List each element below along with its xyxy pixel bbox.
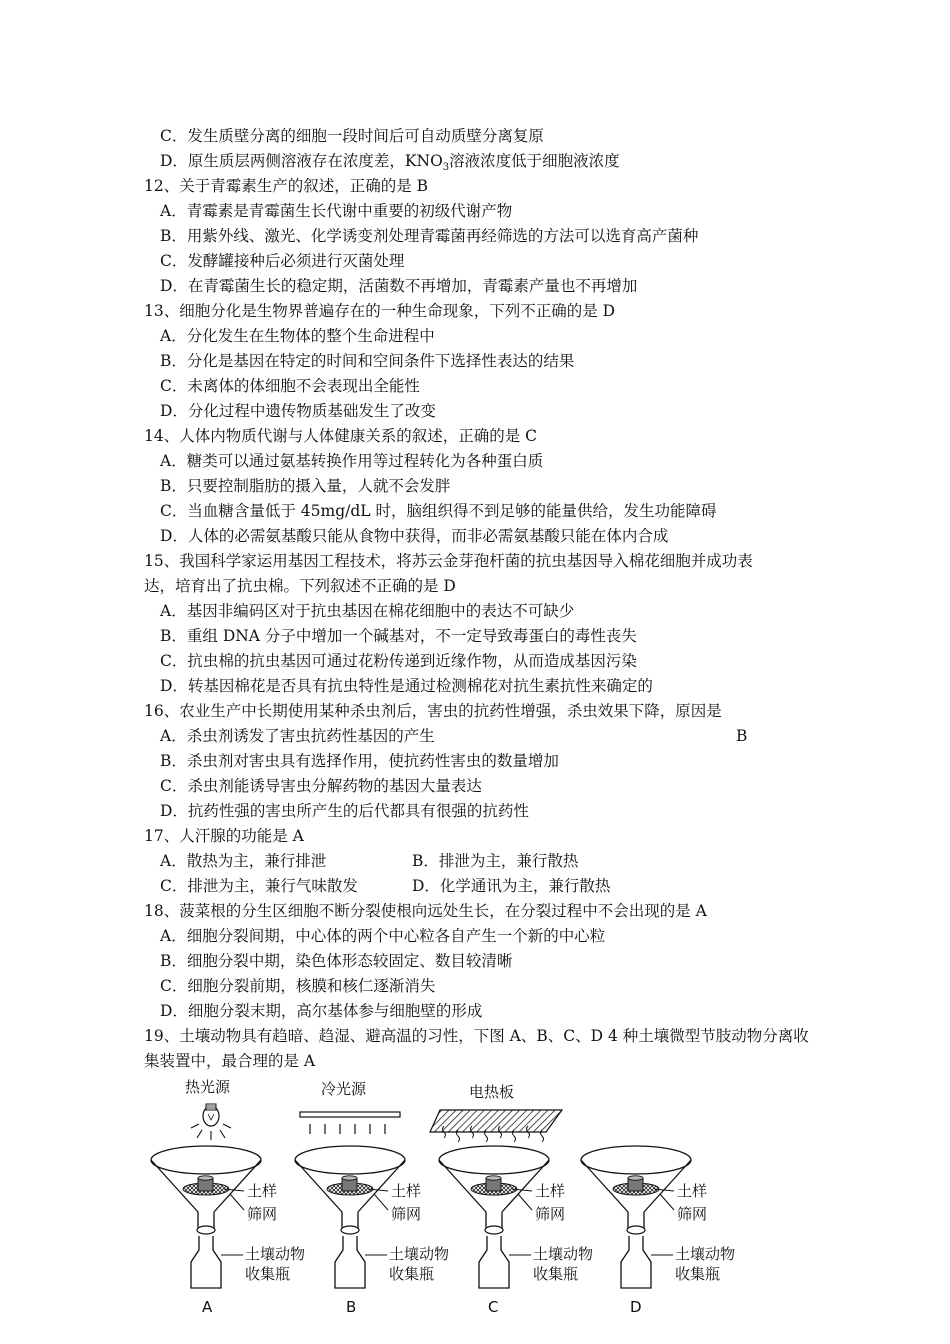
label-bottle2-a: 收集瓶 xyxy=(245,1265,291,1283)
q18-option-b: B．细胞分裂中期，染色体形态较固定、数目较清晰 xyxy=(160,952,513,970)
q12-option-b: B．用紫外线、激光、化学诱变剂处理青霉菌再经筛选的方法可以选育高产菌种 xyxy=(160,227,699,245)
q17-option-a: A．散热为主，兼行排泄 xyxy=(160,852,327,870)
letter-c: C xyxy=(488,1298,499,1316)
label-bottle1-b: 土壤动物 xyxy=(389,1245,450,1263)
label-soil-c: 土样 xyxy=(535,1182,566,1200)
label-cold-light-source: 冷光源 xyxy=(321,1080,367,1098)
label-bottle2-b: 收集瓶 xyxy=(389,1265,435,1283)
label-mesh-b: 筛网 xyxy=(391,1205,422,1223)
q18-stem: 18、菠菜根的分生区细胞不断分裂使根向远处生长，在分裂过程中不会出现的是 A xyxy=(144,902,707,920)
q13-option-b: B．分化是基因在特定的时间和空间条件下选择性表达的结果 xyxy=(160,352,575,370)
q17-stem: 17、人汗腺的功能是 A xyxy=(144,827,304,845)
q18-option-c: C．细胞分裂前期，核膜和核仁逐渐消失 xyxy=(160,977,436,995)
q14-option-a: A．糖类可以通过氨基转换作用等过程转化为各种蛋白质 xyxy=(160,452,544,470)
label-heating-plate: 电热板 xyxy=(469,1083,515,1101)
q16-option-c: C．杀虫剂能诱导害虫分解药物的基因大量表达 xyxy=(160,777,482,795)
q13-option-c: C．未离体的体细胞不会表现出全能性 xyxy=(160,377,420,395)
q15-option-a: A．基因非编码区对于抗虫基因在棉花细胞中的表达不可缺少 xyxy=(160,602,575,620)
heating-plate-icon xyxy=(430,1110,562,1142)
q11-option-c: C．发生质壁分离的细胞一段时间后可自动质壁分离复原 xyxy=(160,127,544,145)
q19-stem-cont: 集装置中，最合理的是 A xyxy=(144,1052,316,1070)
q12-stem: 12、关于青霉素生产的叙述，正确的是 B xyxy=(144,177,429,195)
label-soil-a: 土样 xyxy=(247,1182,278,1200)
q15-option-d: D．转基因棉花是否具有抗虫特性是通过检测棉花对抗生素抗性来确定的 xyxy=(160,677,653,695)
q18-option-a: A．细胞分裂间期，中心体的两个中心粒各自产生一个新的中心粒 xyxy=(160,927,606,945)
q17-option-b: B．排泄为主，兼行散热 xyxy=(412,852,579,870)
q18-option-d: D．细胞分裂末期，高尔基体参与细胞壁的形成 xyxy=(160,1002,483,1020)
q11-option-d-text-tail: 溶液浓度低于细胞液浓度 xyxy=(449,152,620,170)
q11-option-d-text: D．原生质层两侧溶液存在浓度差，KNO xyxy=(160,152,443,170)
q12-option-a: A．青霉素是青霉菌生长代谢中重要的初级代谢产物 xyxy=(160,202,513,220)
label-soil-b: 土样 xyxy=(391,1182,422,1200)
q17-option-d: D．化学通讯为主，兼行散热 xyxy=(412,877,611,895)
q15-stem: 15、我国科学家运用基因工程技术，将苏云金芽孢杆菌的抗虫基因导入棉花细胞并成功表 xyxy=(144,552,753,570)
letter-d: D xyxy=(630,1298,642,1316)
letter-b: B xyxy=(346,1298,357,1316)
q16-option-d: D．抗药性强的害虫所产生的后代都具有很强的抗药性 xyxy=(160,802,529,820)
q13-option-a: A．分化发生在生物体的整个生命进程中 xyxy=(160,327,435,345)
label-mesh-d: 筛网 xyxy=(677,1205,708,1223)
q13-stem: 13、细胞分化是生物界普遍存在的一种生命现象，下列不正确的是 D xyxy=(144,302,616,320)
label-bottle2-c: 收集瓶 xyxy=(533,1265,579,1283)
q15-option-c: C．抗虫棉的抗虫基因可通过花粉传递到近缘作物，从而造成基因污染 xyxy=(160,652,637,670)
apparatus-svg xyxy=(140,1072,830,1322)
q15-option-b: B．重组 DNA 分子中增加一个碱基对，不一定导致毒蛋白的毒性丧失 xyxy=(160,627,637,645)
q16-option-b: B．杀虫剂对害虫具有选择作用，使抗药性害虫的数量增加 xyxy=(160,752,559,770)
q19-stem: 19、土壤动物具有趋暗、趋湿、避高温的习性，下图 A、B、C、D 4 种土壤微型节肢动物分离收 xyxy=(144,1027,809,1045)
label-mesh-a: 筛网 xyxy=(247,1205,278,1223)
cold-light-lamp-icon xyxy=(300,1112,400,1134)
label-mesh-c: 筛网 xyxy=(535,1205,566,1223)
q12-option-c: C．发酵罐接种后必须进行灭菌处理 xyxy=(160,252,405,270)
light-bulb-icon xyxy=(191,1104,231,1140)
q17-option-c: C．排泄为主，兼行气味散发 xyxy=(160,877,358,895)
q14-option-b: B．只要控制脂肪的摄入量，人就不会发胖 xyxy=(160,477,451,495)
q13-option-d: D．分化过程中遗传物质基础发生了改变 xyxy=(160,402,436,420)
q16-answer: B xyxy=(736,727,748,745)
q15-stem-cont: 达，培育出了抗虫棉。下列叙述不正确的是 D xyxy=(144,577,456,595)
q14-stem: 14、人体内物质代谢与人体健康关系的叙述，正确的是 C xyxy=(144,427,538,445)
label-bottle1-a: 土壤动物 xyxy=(245,1245,306,1263)
q14-option-c: C．当血糖含量低于 45mg/dL 时，脑组织得不到足够的能量供给，发生功能障碍 xyxy=(160,502,717,520)
q12-option-d: D．在青霉菌生长的稳定期，活菌数不再增加，青霉素产量也不再增加 xyxy=(160,277,638,295)
letter-a: A xyxy=(202,1298,213,1316)
label-heat-light-source: 热光源 xyxy=(185,1078,231,1096)
q16-option-a: A．杀虫剂诱发了害虫抗药性基因的产生 xyxy=(160,727,435,745)
q11-option-d xyxy=(160,149,620,174)
label-bottle1-d: 土壤动物 xyxy=(675,1245,736,1263)
label-soil-d: 土样 xyxy=(677,1182,708,1200)
label-bottle1-c: 土壤动物 xyxy=(533,1245,594,1263)
kno3-subscript: 3 xyxy=(442,162,450,174)
soil-animal-apparatus-diagram xyxy=(140,1072,830,1322)
q14-option-d: D．人体的必需氨基酸只能从食物中获得，而非必需氨基酸只能在体内合成 xyxy=(160,527,669,545)
label-bottle2-d: 收集瓶 xyxy=(675,1265,721,1283)
q16-stem: 16、农业生产中长期使用某种杀虫剂后，害虫的抗药性增强，杀虫效果下降，原因是 xyxy=(144,702,722,720)
